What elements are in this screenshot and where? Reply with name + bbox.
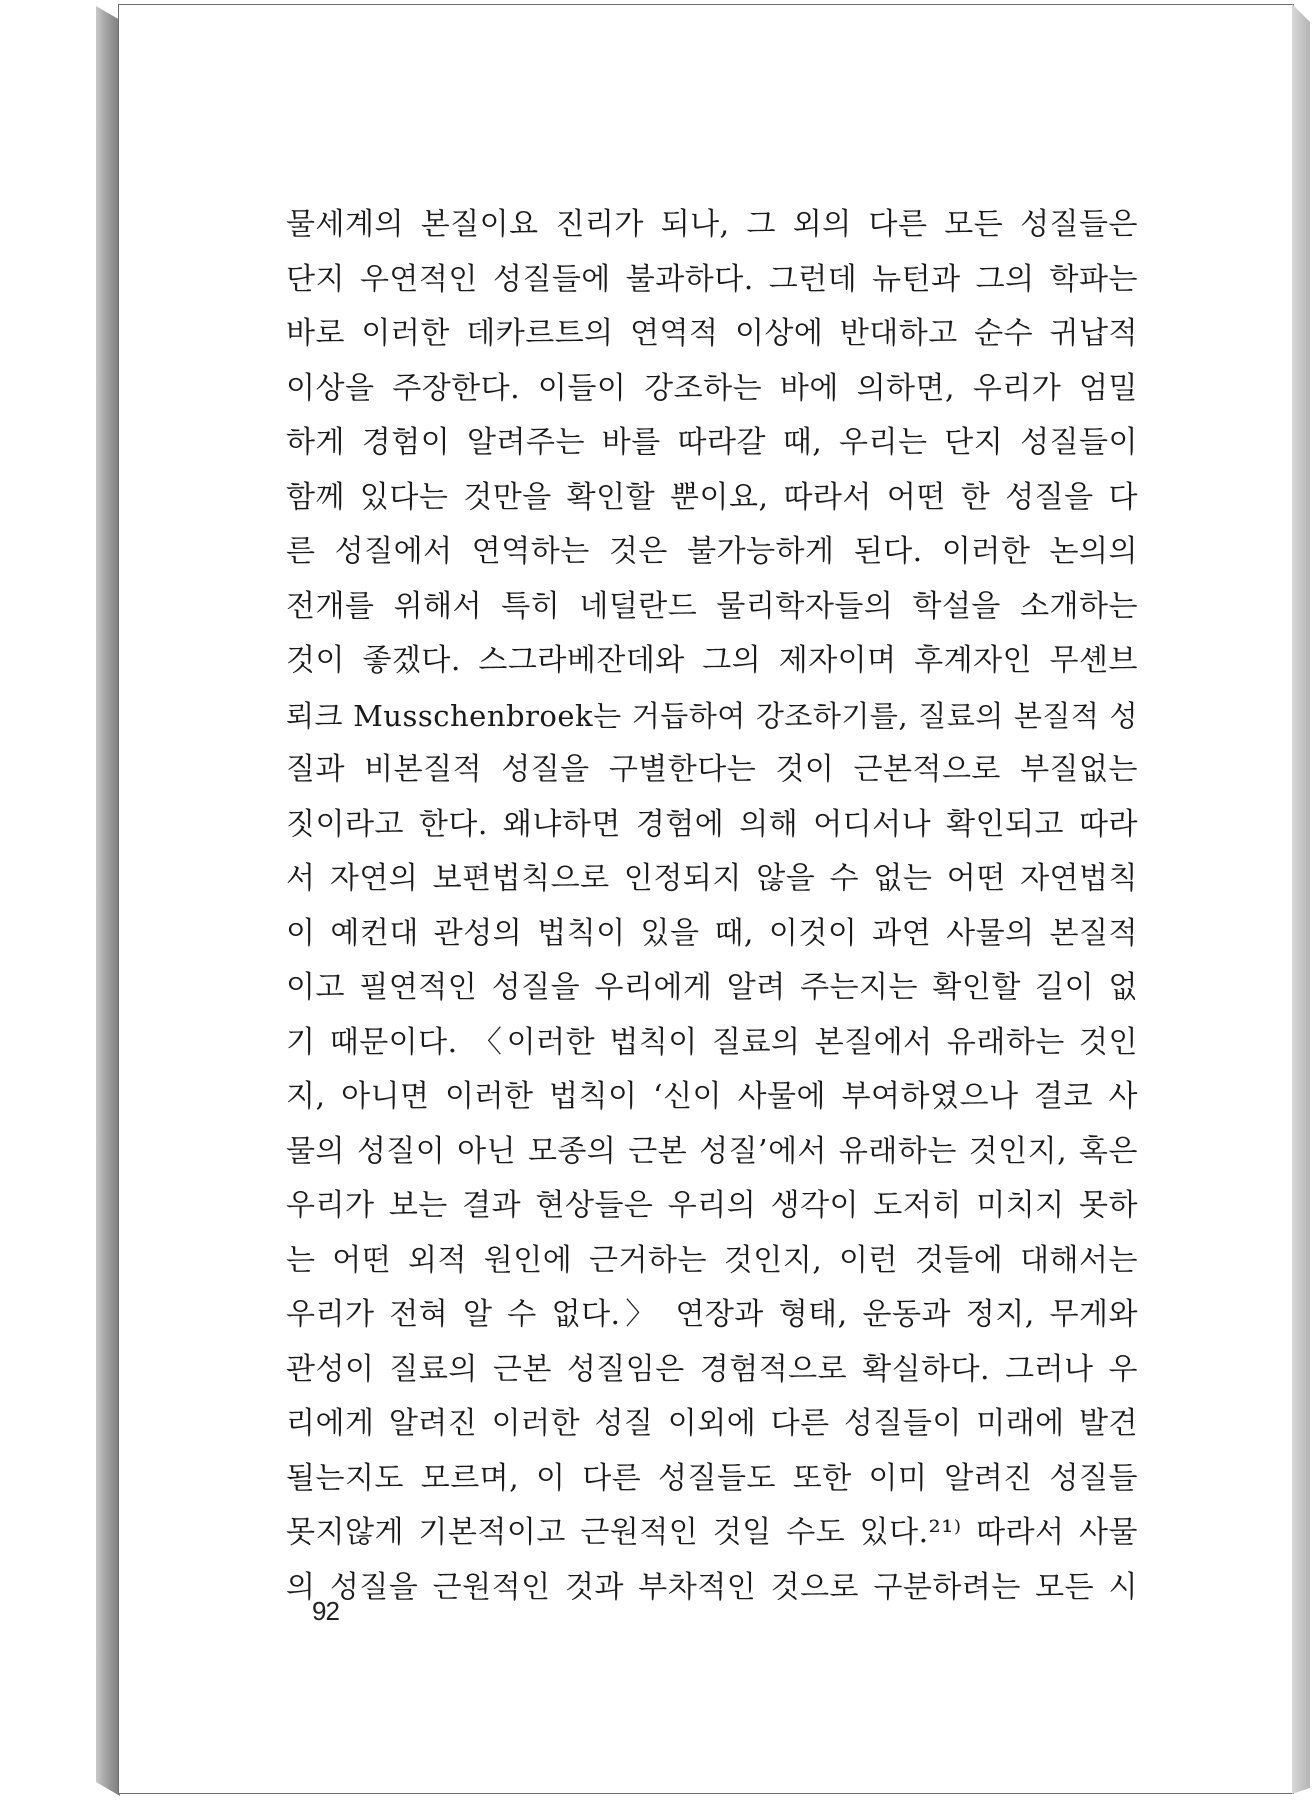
text-line: 기 때문이다. 〈이러한 법칙이 질료의 본질에서 유래하는 것인: [286, 1024, 1138, 1060]
body-text: [286, 198, 1138, 1615]
text-line: 지, 아니면 이러한 법칙이 ‘신이 사물에 부여하였으나 결코 사: [286, 1079, 1138, 1114]
text-line: 물세계의 본질이요 진리가 되나, 그 외의 다른 모든 성질들은: [286, 207, 1138, 242]
text-line: 바로 이러한 데카르트의 연역적 이상에 반대하고 순수 귀납적: [286, 316, 1138, 351]
text-line: 우리가 보는 결과 현상들은 우리의 생각이 도저히 미치지 못하: [286, 1188, 1138, 1223]
text-line: 단지 우연적인 성질들에 불과하다. 그런데 뉴턴과 그의 학파는: [286, 261, 1138, 297]
text-line: 이상을 주장한다. 이들이 강조하는 바에 의하면, 우리가 엄밀: [286, 370, 1138, 406]
text-line: 될는지도 모르며, 이 다른 성질들도 또한 이미 알려진 성질들: [286, 1460, 1138, 1496]
text-line: 는 어떤 외적 원인에 근거하는 것인지, 이런 것들에 대해서는: [286, 1242, 1138, 1278]
text-line: 우리가 전혀 알 수 없다.〉 연장과 형태, 운동과 정지, 무게와: [286, 1297, 1138, 1332]
text-line: 의 성질을 근원적인 것과 부차적인 것으로 구분하려는 모든 시: [286, 1569, 1138, 1605]
text-line: 관성이 질료의 근본 성질임은 경험적으로 확실하다. 그러나 우: [286, 1351, 1138, 1387]
text-line: 함께 있다는 것만을 확인할 뿐이요, 따라서 어떤 한 성질을 다: [286, 479, 1138, 515]
text-line: 하게 경험이 알려주는 바를 따라갈 때, 우리는 단지 성질들이: [286, 425, 1138, 460]
text-line: 이 예컨대 관성의 법칙이 있을 때, 이것이 과연 사물의 본질적: [286, 915, 1138, 951]
text-line: 뢰크 Musschenbroek는 거듭하여 강조하기를, 질료의 본질적 성: [286, 698, 1138, 733]
page-number: 92: [312, 1596, 339, 1626]
text-line: 못지않게 기본적이고 근원적인 것일 수도 있다.²¹⁾ 따라서 사물: [286, 1515, 1138, 1550]
book-page-edge-right: [1292, 4, 1310, 1794]
text-line: 이고 필연적인 성질을 우리에게 알려 주는지는 확인할 길이 없: [286, 970, 1138, 1005]
book-spine-edge: [96, 6, 120, 1796]
text-line: 전개를 위해서 특히 네덜란드 물리학자들의 학설을 소개하는: [286, 588, 1138, 624]
text-line: 것이 좋겠다. 스그라베잔데와 그의 제자이며 후계자인 무셴브: [286, 643, 1138, 678]
text-line: 짓이라고 한다. 왜냐하면 경험에 의해 어디서나 확인되고 따라: [286, 806, 1138, 842]
text-line: 서 자연의 보편법칙으로 인정되지 않을 수 없는 어떤 자연법칙: [286, 861, 1138, 896]
text-line: 리에게 알려진 이러한 성질 이외에 다른 성질들이 미래에 발견: [286, 1406, 1138, 1441]
text-line: 물의 성질이 아닌 모종의 근본 성질’에서 유래하는 것인지, 혹은: [286, 1133, 1138, 1169]
text-line: 질과 비본질적 성질을 구별한다는 것이 근본적으로 부질없는: [286, 752, 1138, 787]
text-line: 른 성질에서 연역하는 것은 불가능하게 된다. 이러한 논의의: [286, 534, 1138, 569]
